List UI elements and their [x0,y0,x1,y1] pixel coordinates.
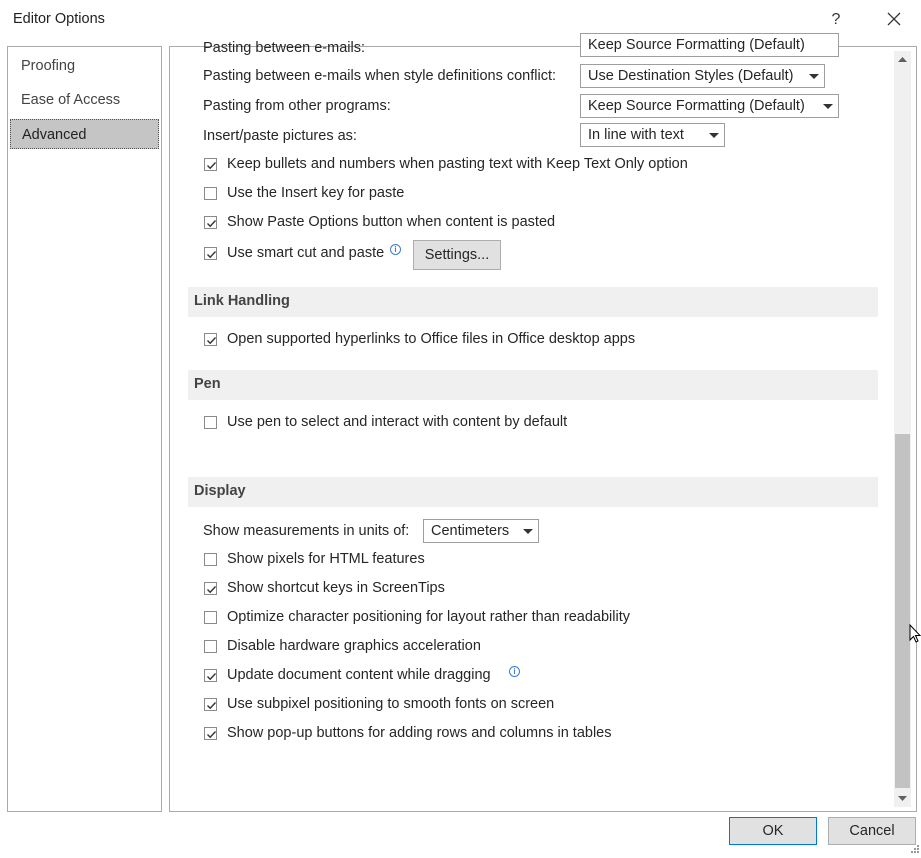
pixels-html-checkbox[interactable] [204,553,217,566]
cancel-button[interactable]: Cancel [828,817,916,845]
checkmark-icon [206,671,217,682]
checkmark-icon [206,335,217,346]
use-pen-checkbox[interactable] [204,416,217,429]
paste-options-label: Show Paste Options button when content is pasted [227,214,556,230]
keep-bullets-label: Keep bullets and numbers when pasting text with Keep Text Only option [227,156,688,172]
mouse-cursor-icon [909,624,921,648]
nav-item-ease-of-access[interactable]: Ease of Access [21,92,121,108]
paste-options-checkbox[interactable] [204,216,217,229]
nav-item-proofing[interactable]: Proofing [21,58,76,74]
insert-key-label: Use the Insert key for paste [227,185,405,201]
checkmark-icon [206,729,217,740]
smart-cut-checkbox[interactable] [204,247,217,260]
insert-key-checkbox[interactable] [204,187,217,200]
shortcut-keys-label: Show shortcut keys in ScreenTips [227,580,445,596]
checkmark-icon [206,218,217,229]
ok-button[interactable]: OK [729,817,817,845]
update-dragging-label: Update document content while dragging [227,667,491,683]
paste-pictures-label: Insert/paste pictures as: [203,128,357,144]
checkmark-icon [206,584,217,595]
units-value: Centimeters [431,523,510,539]
paste-conflict-dropdown[interactable] [580,64,825,88]
category-nav [7,46,162,812]
vertical-scrollbar[interactable] [894,51,911,807]
paste-pictures-dropdown[interactable] [580,123,725,147]
nav-item-advanced[interactable]: Advanced [10,119,159,149]
smart-cut-settings-button[interactable]: Settings... [413,240,501,270]
paste-pictures-value: In line with text [588,127,684,143]
chevron-down-icon [894,790,911,807]
chevron-down-icon [523,529,533,534]
close-icon [887,12,901,26]
section-display [188,477,878,507]
resize-grip-icon[interactable] [908,842,920,854]
units-label: Show measurements in units of: [203,523,410,539]
use-pen-label: Use pen to select and interact with content by default [227,414,568,430]
section-header: Pen [194,376,221,392]
paste-conflict-label: Pasting between e-mails when style definitions conflict: [203,68,557,84]
popup-buttons-label: Show pop-up buttons for adding rows and columns in tables [227,725,612,741]
disable-hw-checkbox[interactable] [204,640,217,653]
checkmark-icon [206,700,217,711]
dialog-title: Editor Options [13,11,105,27]
pixels-html-label: Show pixels for HTML features [227,551,425,567]
chevron-down-icon [823,104,833,109]
paste-other-value: Keep Source Formatting (Default) [588,98,805,114]
paste-other-label: Pasting from other programs: [203,98,391,114]
info-icon: i [390,244,401,255]
update-dragging-checkbox[interactable] [204,669,217,682]
optimize-char-label: Optimize character positioning for layout rather than readability [227,609,630,625]
paste-conflict-value: Use Destination Styles (Default) [588,68,794,84]
open-hyperlinks-checkbox[interactable] [204,333,217,346]
close-button[interactable] [880,6,908,34]
paste-emails-dropdown[interactable] [580,33,839,57]
units-dropdown[interactable] [423,519,539,543]
checkmark-icon [206,249,217,260]
chevron-down-icon [709,133,719,138]
optimize-char-checkbox[interactable] [204,611,217,624]
scroll-up-button[interactable] [894,51,911,68]
options-panel [169,37,917,812]
smart-cut-label: Use smart cut and paste [227,245,385,261]
scroll-thumb[interactable] [895,434,910,788]
section-header: Link Handling [194,293,290,309]
open-hyperlinks-label: Open supported hyperlinks to Office files in Office desktop apps [227,331,636,347]
scroll-down-button[interactable] [894,790,911,807]
paste-emails-label: Pasting between e-mails: [203,40,365,56]
subpixel-checkbox[interactable] [204,698,217,711]
paste-other-dropdown[interactable] [580,94,839,118]
chevron-up-icon [894,51,911,68]
subpixel-label: Use subpixel positioning to smooth fonts on screen [227,696,555,712]
section-link-handling [188,287,878,317]
keep-bullets-checkbox[interactable] [204,158,217,171]
paste-emails-value: Keep Source Formatting (Default) [588,37,805,53]
help-button[interactable]: ? [831,11,841,28]
section-pen [188,370,878,400]
disable-hw-label: Disable hardware graphics acceleration [227,638,481,654]
section-header: Display [194,483,246,499]
popup-buttons-checkbox[interactable] [204,727,217,740]
checkmark-icon [206,160,217,171]
chevron-down-icon [809,74,819,79]
info-icon: i [509,666,520,677]
shortcut-keys-checkbox[interactable] [204,582,217,595]
